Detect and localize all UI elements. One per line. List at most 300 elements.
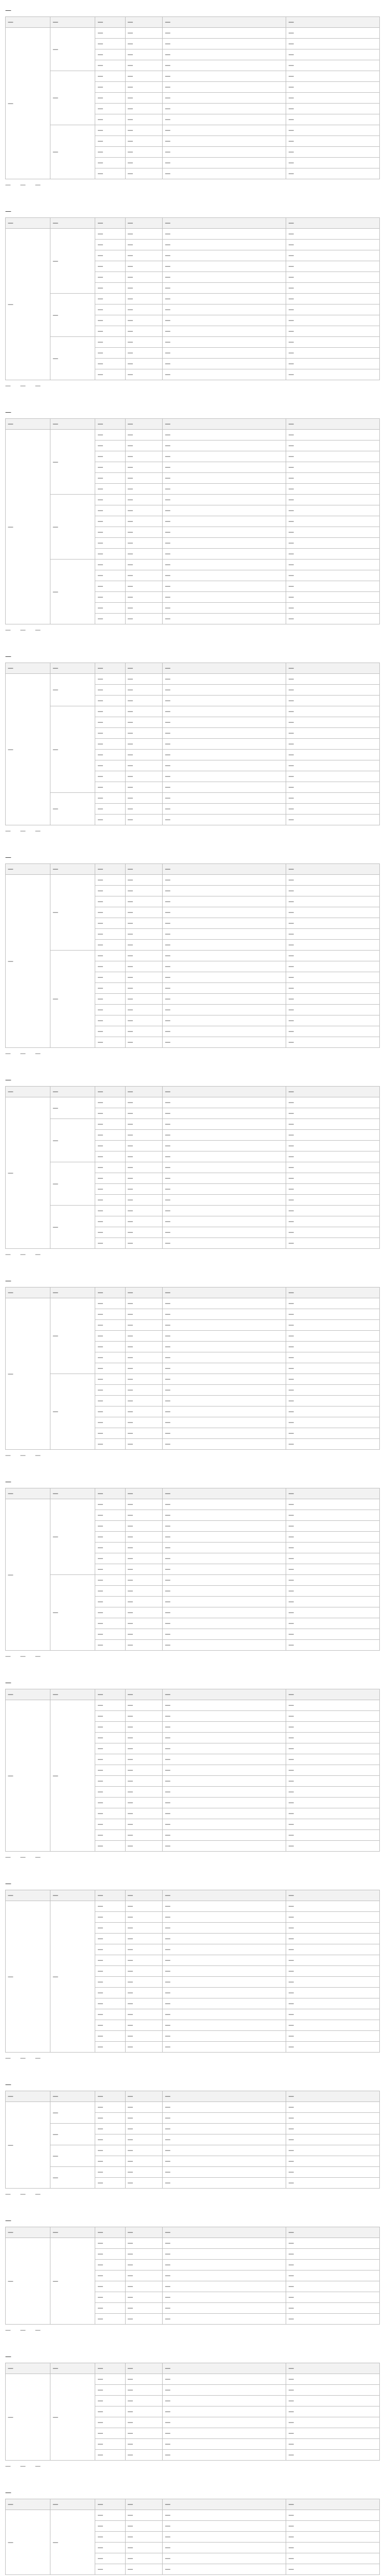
cell-date: —: [286, 272, 380, 283]
close-time: —: [20, 2055, 26, 2061]
cell-time: —: [125, 1005, 163, 1015]
cell-seq: —: [95, 592, 125, 603]
cell-date: —: [286, 706, 380, 717]
cell-team: —: [163, 168, 286, 179]
cell-seq: —: [95, 1195, 125, 1206]
cell-time: —: [125, 2113, 163, 2124]
cell-team: —: [163, 2564, 286, 2575]
cell-time: —: [125, 1396, 163, 1406]
table-row: [6, 294, 380, 304]
cell-seq: —: [95, 771, 125, 782]
cell-date: —: [286, 1385, 380, 1396]
column-header: —: [125, 1890, 163, 1901]
cell-time: —: [125, 614, 163, 624]
column-header: —: [286, 1890, 380, 1901]
cell-date: —: [286, 1026, 380, 1037]
cell-team: —: [163, 2292, 286, 2303]
issue-section: [5, 2350, 380, 2472]
cell-team: —: [163, 538, 286, 549]
cell-time: —: [125, 951, 163, 961]
cell-time: —: [125, 1597, 163, 1607]
section-title: —: [5, 2217, 11, 2224]
cell-seq: —: [95, 2134, 125, 2145]
cell-team: —: [163, 2249, 286, 2260]
cell-team: —: [163, 2314, 286, 2325]
cell-time: —: [125, 728, 163, 739]
cell-seq: —: [95, 315, 125, 326]
period-cell: —: [6, 875, 50, 1048]
cell-date: —: [286, 815, 380, 825]
cell-team: —: [163, 1162, 286, 1173]
issue-section: [5, 406, 380, 636]
column-header: —: [286, 864, 380, 875]
cell-seq: —: [95, 125, 125, 136]
cell-team: —: [163, 2396, 286, 2406]
column-header: —: [6, 2091, 50, 2102]
cell-date: —: [286, 1733, 380, 1743]
draw-time: —: [35, 1854, 41, 1860]
open-time: —: [5, 382, 11, 389]
cell-seq: —: [95, 1733, 125, 1743]
cell-team: —: [163, 739, 286, 750]
cell-team: —: [163, 1151, 286, 1162]
cell-time: —: [125, 82, 163, 93]
cell-date: —: [286, 1363, 380, 1374]
table-header-row: [6, 2499, 380, 2510]
cell-seq: —: [95, 1352, 125, 1363]
cell-team: —: [163, 49, 286, 60]
cell-time: —: [125, 1988, 163, 1998]
cell-date: —: [286, 2532, 380, 2543]
cell-seq: —: [95, 603, 125, 614]
cell-seq: —: [95, 1722, 125, 1733]
cell-seq: —: [95, 1944, 125, 1955]
cell-date: —: [286, 1944, 380, 1955]
cell-team: —: [163, 771, 286, 782]
cell-date: —: [286, 1988, 380, 1998]
column-header: —: [286, 1689, 380, 1700]
section-title: —: [5, 1880, 11, 1887]
cell-date: —: [286, 1819, 380, 1830]
column-header: —: [50, 2499, 95, 2510]
cell-date: —: [286, 82, 380, 93]
column-header: —: [125, 1087, 163, 1097]
cell-date: —: [286, 49, 380, 60]
cell-date: —: [286, 918, 380, 929]
cell-seq: —: [95, 2124, 125, 2134]
cell-time: —: [125, 1966, 163, 1977]
cell-team: —: [163, 1966, 286, 1977]
cell-team: —: [163, 940, 286, 951]
cell-team: —: [163, 2521, 286, 2532]
cell-date: —: [286, 93, 380, 104]
cell-time: —: [125, 1754, 163, 1765]
cell-date: —: [286, 1097, 380, 1108]
cell-date: —: [286, 961, 380, 972]
cell-seq: —: [95, 1912, 125, 1923]
cell-time: —: [125, 1977, 163, 1988]
column-header: —: [125, 218, 163, 229]
cell-time: —: [125, 250, 163, 261]
cell-time: —: [125, 1385, 163, 1396]
cell-seq: —: [95, 815, 125, 825]
cell-date: —: [286, 2238, 380, 2249]
cell-time: —: [125, 1015, 163, 1026]
cell-seq: —: [95, 614, 125, 624]
cell-date: —: [286, 1787, 380, 1798]
cell-date: —: [286, 1977, 380, 1988]
column-header: —: [95, 1488, 125, 1499]
cell-team: —: [163, 1819, 286, 1830]
cell-seq: —: [95, 1988, 125, 1998]
cell-team: —: [163, 136, 286, 147]
cell-team: —: [163, 1607, 286, 1618]
column-header: —: [125, 864, 163, 875]
cell-date: —: [286, 907, 380, 918]
cell-time: —: [125, 1130, 163, 1141]
cell-seq: —: [95, 1711, 125, 1722]
cell-seq: —: [95, 2314, 125, 2325]
table-row: [6, 1700, 380, 1711]
draw-time: —: [35, 181, 41, 188]
section-footer: [5, 380, 380, 392]
table-row: [6, 1119, 380, 1130]
table-row: [6, 1298, 380, 1309]
cell-date: —: [286, 1119, 380, 1130]
cell-date: —: [286, 1955, 380, 1966]
match-table: [5, 1890, 380, 2053]
open-time: —: [5, 1050, 11, 1057]
cell-seq: —: [95, 304, 125, 315]
table-header-row: [6, 1287, 380, 1298]
cell-time: —: [125, 815, 163, 825]
cell-date: —: [286, 1743, 380, 1754]
cell-seq: —: [95, 1417, 125, 1428]
cell-time: —: [125, 1787, 163, 1798]
cell-team: —: [163, 760, 286, 771]
league-cell: —: [50, 2102, 95, 2124]
draw-time: —: [35, 1452, 41, 1459]
cell-time: —: [125, 2292, 163, 2303]
cell-time: —: [125, 1195, 163, 1206]
cell-date: —: [286, 2396, 380, 2406]
cell-date: —: [286, 1575, 380, 1586]
column-header: —: [95, 1287, 125, 1298]
cell-time: —: [125, 940, 163, 951]
cell-seq: —: [95, 875, 125, 886]
cell-time: —: [125, 2102, 163, 2113]
section-title: —: [5, 208, 11, 215]
column-header: —: [286, 2091, 380, 2102]
cell-date: —: [286, 1841, 380, 1852]
cell-team: —: [163, 886, 286, 896]
cell-seq: —: [95, 1499, 125, 1510]
cell-seq: —: [95, 2428, 125, 2439]
cell-time: —: [125, 1216, 163, 1227]
cell-date: —: [286, 462, 380, 473]
cell-team: —: [163, 1238, 286, 1249]
draw-time: —: [35, 827, 41, 834]
cell-seq: —: [95, 250, 125, 261]
cell-seq: —: [95, 570, 125, 581]
cell-team: —: [163, 2113, 286, 2124]
cell-seq: —: [95, 229, 125, 240]
cell-team: —: [163, 2020, 286, 2031]
section-title: —: [5, 2081, 11, 2088]
cell-date: —: [286, 750, 380, 760]
issue-section: [5, 1074, 380, 1260]
cell-seq: —: [95, 793, 125, 804]
cell-time: —: [125, 994, 163, 1005]
match-table: [5, 418, 380, 624]
table-header-row: [6, 2227, 380, 2238]
issue-section: [5, 2078, 380, 2200]
cell-time: —: [125, 706, 163, 717]
section-footer: [5, 1852, 380, 1863]
column-header: —: [95, 1087, 125, 1097]
issue-section: [5, 205, 380, 392]
cell-date: —: [286, 2406, 380, 2417]
cell-seq: —: [95, 1216, 125, 1227]
league-cell: —: [50, 294, 95, 337]
cell-seq: —: [95, 1097, 125, 1108]
cell-team: —: [163, 1510, 286, 1521]
cell-seq: —: [95, 49, 125, 60]
cell-time: —: [125, 1640, 163, 1651]
section-title: —: [5, 1679, 11, 1686]
cell-team: —: [163, 2102, 286, 2113]
cell-time: —: [125, 538, 163, 549]
cell-team: —: [163, 1406, 286, 1417]
cell-date: —: [286, 793, 380, 804]
column-header: —: [125, 2091, 163, 2102]
period-cell: —: [6, 1901, 50, 2053]
cell-seq: —: [95, 1640, 125, 1651]
cell-time: —: [125, 2406, 163, 2417]
cell-time: —: [125, 440, 163, 451]
cell-date: —: [286, 104, 380, 114]
table-row: [6, 125, 380, 136]
cell-seq: —: [95, 2303, 125, 2314]
cell-time: —: [125, 495, 163, 505]
cell-team: —: [163, 1396, 286, 1406]
cell-date: —: [286, 1130, 380, 1141]
period-cell: —: [6, 2102, 50, 2189]
cell-team: —: [163, 1499, 286, 1510]
cell-team: —: [163, 951, 286, 961]
cell-seq: —: [95, 929, 125, 940]
cell-time: —: [125, 1417, 163, 1428]
cell-seq: —: [95, 2292, 125, 2303]
cell-time: —: [125, 125, 163, 136]
cell-team: —: [163, 717, 286, 728]
cell-time: —: [125, 451, 163, 462]
cell-seq: —: [95, 918, 125, 929]
close-time: —: [20, 2327, 26, 2333]
cell-seq: —: [95, 168, 125, 179]
cell-date: —: [286, 359, 380, 369]
column-header: —: [163, 2227, 286, 2238]
cell-team: —: [163, 1119, 286, 1130]
cell-team: —: [163, 114, 286, 125]
cell-date: —: [286, 1015, 380, 1026]
cell-seq: —: [95, 1934, 125, 1944]
cell-seq: —: [95, 951, 125, 961]
cell-time: —: [125, 71, 163, 82]
cell-team: —: [163, 728, 286, 739]
cell-seq: —: [95, 527, 125, 538]
cell-date: —: [286, 1553, 380, 1564]
cell-seq: —: [95, 886, 125, 896]
cell-date: —: [286, 1808, 380, 1819]
cell-date: —: [286, 674, 380, 685]
cell-team: —: [163, 1543, 286, 1553]
section-footer: [5, 2053, 380, 2064]
cell-time: —: [125, 337, 163, 348]
cell-team: —: [163, 495, 286, 505]
cell-time: —: [125, 2145, 163, 2156]
cell-team: —: [163, 326, 286, 337]
cell-seq: —: [95, 294, 125, 304]
table-row: [6, 229, 380, 240]
cell-time: —: [125, 516, 163, 527]
cell-time: —: [125, 1342, 163, 1352]
cell-seq: —: [95, 2439, 125, 2450]
column-header: —: [50, 2363, 95, 2374]
cell-team: —: [163, 1108, 286, 1119]
cell-seq: —: [95, 240, 125, 250]
cell-team: —: [163, 1005, 286, 1015]
cell-team: —: [163, 1015, 286, 1026]
cell-date: —: [286, 1216, 380, 1227]
draw-time: —: [35, 1251, 41, 1258]
cell-seq: —: [95, 337, 125, 348]
match-table: [5, 2227, 380, 2325]
draw-time: —: [35, 382, 41, 389]
league-cell: —: [50, 1298, 95, 1374]
cell-seq: —: [95, 1618, 125, 1629]
cell-date: —: [286, 294, 380, 304]
cell-seq: —: [95, 484, 125, 495]
cell-date: —: [286, 1005, 380, 1015]
cell-seq: —: [95, 2009, 125, 2020]
cell-time: —: [125, 1320, 163, 1331]
column-header: —: [6, 1087, 50, 1097]
section-footer: [5, 2325, 380, 2336]
column-header: —: [163, 2091, 286, 2102]
cell-seq: —: [95, 2385, 125, 2396]
cell-time: —: [125, 1439, 163, 1450]
cell-time: —: [125, 760, 163, 771]
cell-seq: —: [95, 2564, 125, 2575]
cell-time: —: [125, 147, 163, 158]
cell-time: —: [125, 1743, 163, 1754]
cell-team: —: [163, 1352, 286, 1363]
cell-team: —: [163, 369, 286, 380]
cell-seq: —: [95, 136, 125, 147]
league-cell: —: [50, 1097, 95, 1119]
cell-time: —: [125, 369, 163, 380]
cell-date: —: [286, 603, 380, 614]
cell-team: —: [163, 614, 286, 624]
cell-team: —: [163, 896, 286, 907]
cell-seq: —: [95, 1320, 125, 1331]
cell-team: —: [163, 1743, 286, 1754]
cell-team: —: [163, 2156, 286, 2167]
cell-date: —: [286, 2553, 380, 2564]
cell-date: —: [286, 283, 380, 294]
cell-date: —: [286, 2134, 380, 2145]
cell-seq: —: [95, 1206, 125, 1216]
cell-team: —: [163, 793, 286, 804]
league-cell: —: [50, 1700, 95, 1852]
cell-team: —: [163, 2543, 286, 2553]
column-header: —: [163, 218, 286, 229]
table-header-row: [6, 1890, 380, 1901]
match-table: [5, 1689, 380, 1852]
column-header: —: [50, 17, 95, 28]
cell-seq: —: [95, 495, 125, 505]
cell-date: —: [286, 1320, 380, 1331]
close-time: —: [20, 626, 26, 633]
column-header: —: [6, 663, 50, 674]
close-time: —: [20, 2191, 26, 2197]
table-row: [6, 1162, 380, 1173]
cell-team: —: [163, 261, 286, 272]
cell-time: —: [125, 484, 163, 495]
cell-date: —: [286, 739, 380, 750]
open-time: —: [5, 1653, 11, 1659]
cell-seq: —: [95, 2450, 125, 2461]
cell-date: —: [286, 1141, 380, 1151]
cell-team: —: [163, 93, 286, 104]
column-header: —: [95, 2363, 125, 2374]
cell-seq: —: [95, 1629, 125, 1640]
cell-team: —: [163, 1808, 286, 1819]
section-title: —: [5, 2489, 11, 2496]
league-cell: —: [50, 430, 95, 495]
cell-date: —: [286, 484, 380, 495]
cell-date: —: [286, 570, 380, 581]
cell-date: —: [286, 1912, 380, 1923]
cell-team: —: [163, 1988, 286, 1998]
cell-date: —: [286, 1374, 380, 1385]
cell-date: —: [286, 516, 380, 527]
cell-team: —: [163, 1754, 286, 1765]
cell-date: —: [286, 1173, 380, 1184]
close-time: —: [20, 1251, 26, 1258]
open-time: —: [5, 2191, 11, 2197]
cell-seq: —: [95, 961, 125, 972]
cell-time: —: [125, 359, 163, 369]
table-row: [6, 2510, 380, 2521]
issue-section: [5, 851, 380, 1059]
cell-team: —: [163, 2238, 286, 2249]
cell-time: —: [125, 304, 163, 315]
cell-seq: —: [95, 1406, 125, 1417]
cell-time: —: [125, 114, 163, 125]
cell-time: —: [125, 793, 163, 804]
cell-seq: —: [95, 473, 125, 484]
column-header: —: [125, 419, 163, 430]
cell-date: —: [286, 1499, 380, 1510]
cell-seq: —: [95, 739, 125, 750]
cell-time: —: [125, 261, 163, 272]
cell-seq: —: [95, 283, 125, 294]
cell-seq: —: [95, 104, 125, 114]
cell-seq: —: [95, 1787, 125, 1798]
cell-seq: —: [95, 1374, 125, 1385]
